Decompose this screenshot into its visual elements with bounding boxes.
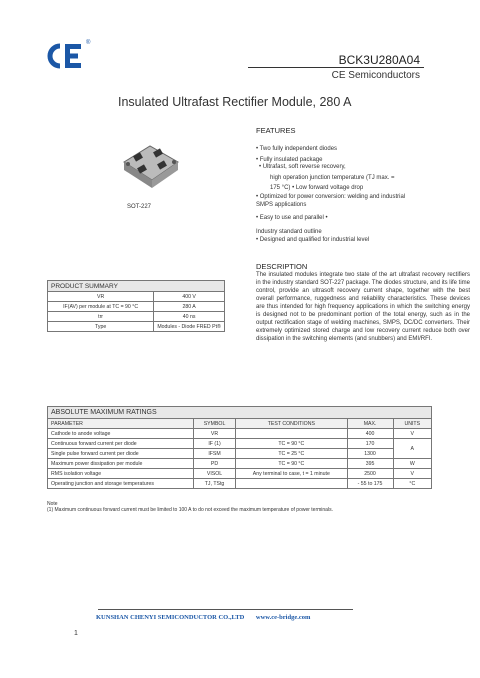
table-cell: 400: [347, 429, 393, 439]
absolute-max-ratings-table: [47, 406, 432, 489]
table-cell: Operating junction and storage temperatures: [48, 479, 194, 489]
table-header-row: [48, 419, 432, 429]
table-cell: V: [393, 469, 431, 479]
ce-logo: [42, 42, 86, 70]
table-cell: 280 A: [154, 302, 225, 312]
table-cell: VR: [48, 292, 154, 302]
table-row: [48, 439, 432, 449]
table-cell: trr: [48, 312, 154, 322]
table-row: [48, 322, 225, 332]
feature-item: • Fully insulated package: [256, 157, 323, 163]
table-row: [48, 469, 432, 479]
table-cell: IF (1): [193, 439, 235, 449]
abs-max-heading: ABSOLUTE MAXIMUM RATINGS: [48, 407, 432, 419]
table-cell: RMS isolation voltage: [48, 469, 194, 479]
table-cell: Maximum power dissipation per module: [48, 459, 194, 469]
note-text: (1) Maximum continuous forward current must be limited to 100 A to do not exceed the maximum temperature of power terminals.: [47, 507, 333, 513]
description-text: The insulated modules integrate two state of the art ultrafast recovery rectifiers in the industry standard SOT-227 package. The diodes structure, and its life time control, provide an ultrasoft recovery current shape, together with the best overall performance, ruggedness and reliability characteristics. These devices are thus intended for high frequency applications in which the switching energy is designed not to be predominant portion of the total energy, such as in the output rectification stage of welding machines, SMPS, DC/DC converters. Their extremely optimized stored charge and low recovery current reduce both over dissipation in the switching elements (and snubbers) and EMI/RFI.: [256, 272, 470, 342]
table-cell: TC = 90 °C: [236, 439, 347, 449]
table-cell: 1300: [347, 449, 393, 459]
table-cell: 40 ns: [154, 312, 225, 322]
table-cell: [236, 479, 347, 489]
table-cell: W: [393, 459, 431, 469]
feature-item: • Optimized for power conversion: welding and industrial: [256, 194, 406, 200]
table-row: [48, 292, 225, 302]
description-heading: DESCRIPTION: [256, 262, 308, 271]
footer-divider: [98, 609, 353, 610]
table-cell: 2500: [347, 469, 393, 479]
table-row: [48, 459, 432, 469]
note-label: Note: [47, 501, 58, 507]
document-title: Insulated Ultrafast Rectifier Module, 280 A: [118, 95, 352, 109]
header-divider: [248, 67, 424, 68]
features-heading: FEATURES: [256, 126, 296, 135]
table-cell: TJ, TStg: [193, 479, 235, 489]
table-row: [48, 449, 432, 459]
feature-item: • Ultrafast, soft reverse recovery,: [259, 164, 346, 170]
table-row: [48, 479, 432, 489]
table-cell: IF(AV) per module at TC = 90 °C: [48, 302, 154, 312]
column-header: MAX.: [347, 419, 393, 429]
company-name: CE Semiconductors: [331, 70, 420, 81]
table-row: [48, 429, 432, 439]
table-cell: VR: [193, 429, 235, 439]
table-cell: 170: [347, 439, 393, 449]
registered-mark: ®: [86, 40, 91, 46]
table-cell: IFSM: [193, 449, 235, 459]
table-cell: Type: [48, 322, 154, 332]
table-row: [48, 302, 225, 312]
feature-item: SMPS applications: [256, 202, 307, 208]
table-cell: [236, 429, 347, 439]
table-cell: Modules - Diode FRED Pt®: [154, 322, 225, 332]
table-cell: TC = 25 °C: [236, 449, 347, 459]
table-cell: A: [393, 439, 431, 459]
feature-item: • Easy to use and parallel •: [256, 215, 328, 221]
page-number: 1: [74, 630, 78, 637]
table-cell: Single pulse forward current per diode: [48, 449, 194, 459]
product-summary-table: [47, 280, 225, 332]
table-row: [48, 312, 225, 322]
product-summary-heading: PRODUCT SUMMARY: [48, 281, 225, 292]
column-header: UNITS: [393, 419, 431, 429]
feature-item: high operation junction temperature (TJ max. =: [270, 175, 395, 181]
table-cell: TC = 90 °C: [236, 459, 347, 469]
footer: [96, 614, 310, 621]
feature-item: Industry standard outline: [256, 229, 322, 235]
table-cell: 400 V: [154, 292, 225, 302]
table-cell: 395: [347, 459, 393, 469]
column-header: TEST CONDITIONS: [236, 419, 347, 429]
feature-item: 175 °C) • Low forward voltage drop: [270, 185, 364, 191]
column-header: SYMBOL: [193, 419, 235, 429]
footer-url-link[interactable]: www.ce-bridge.com: [255, 614, 311, 621]
footer-company: KUNSHAN CHENYI SEMICONDUCTOR CO.,LTD: [96, 614, 245, 621]
table-cell: Any terminal to case, t = 1 minute: [236, 469, 347, 479]
column-header: PARAMETER: [48, 419, 194, 429]
package-label: SOT-227: [127, 204, 152, 210]
table-cell: Cathode to anode voltage: [48, 429, 194, 439]
package-image: [120, 140, 180, 195]
table-cell: - 55 to 175: [347, 479, 393, 489]
note: [47, 501, 333, 513]
table-cell: V: [393, 429, 431, 439]
table-cell: °C: [393, 479, 431, 489]
part-number: BCK3U280A04: [338, 53, 420, 67]
feature-item: • Two fully independent diodes: [256, 146, 338, 152]
table-cell: PD: [193, 459, 235, 469]
table-cell: VISOL: [193, 469, 235, 479]
feature-item: • Designed and qualified for industrial level: [256, 237, 370, 243]
table-cell: Continuous forward current per diode: [48, 439, 194, 449]
